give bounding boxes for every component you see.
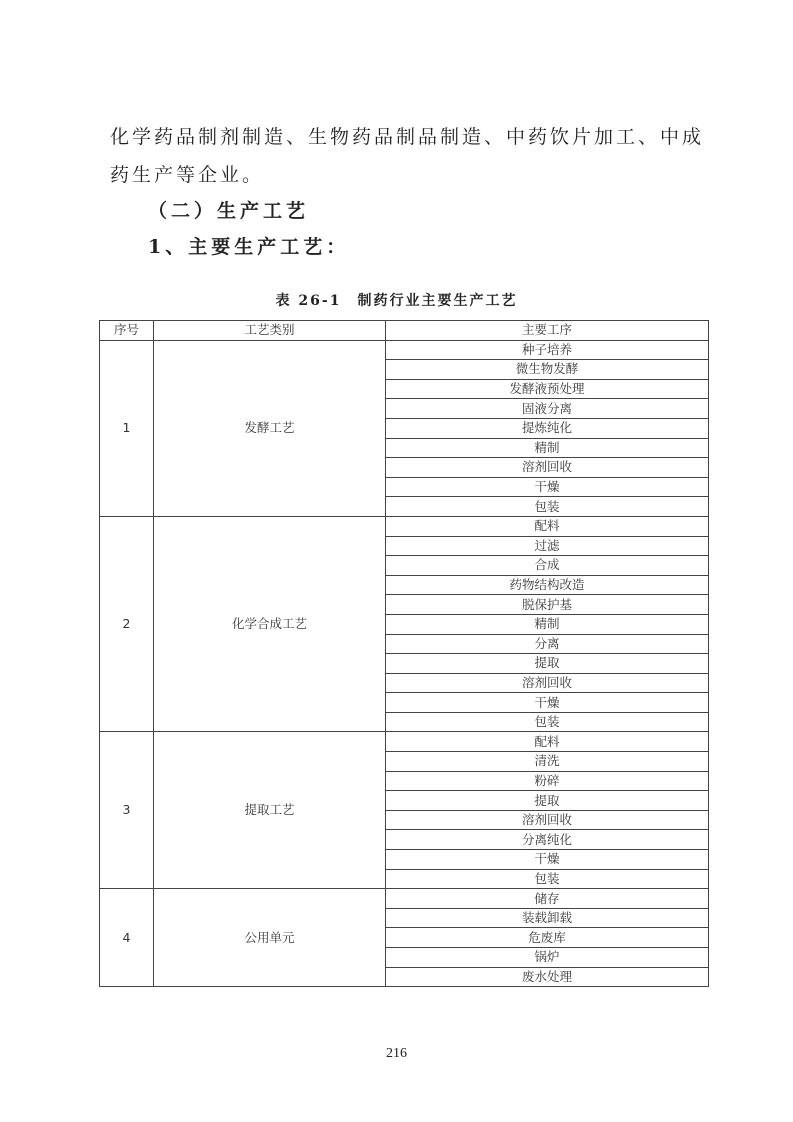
process-step: 干燥 — [386, 693, 709, 713]
page-number: 216 — [386, 1046, 407, 1061]
table-row — [100, 340, 709, 360]
process-category: 公用单元 — [154, 889, 386, 987]
header-category: 工艺类别 — [154, 321, 386, 341]
process-step: 微生物发酵 — [386, 360, 709, 380]
process-step: 药物结构改造 — [386, 575, 709, 595]
process-step: 过滤 — [386, 536, 709, 556]
table-row — [100, 516, 709, 536]
process-step: 包装 — [386, 497, 709, 517]
process-step: 包装 — [386, 869, 709, 889]
process-step: 提炼纯化 — [386, 418, 709, 438]
table-row — [100, 889, 709, 909]
process-step: 分离 — [386, 634, 709, 654]
process-step: 配料 — [386, 516, 709, 536]
process-category: 化学合成工艺 — [154, 516, 386, 732]
table-header-row — [100, 321, 709, 341]
section-heading: （二）生产工艺 — [148, 200, 310, 222]
process-step: 合成 — [386, 556, 709, 576]
header-no: 序号 — [100, 321, 154, 341]
process-table — [99, 320, 709, 987]
process-step: 锅炉 — [386, 948, 709, 968]
process-step: 分离纯化 — [386, 830, 709, 850]
process-step: 溶剂回收 — [386, 673, 709, 693]
process-step: 提取 — [386, 654, 709, 674]
process-step: 包装 — [386, 712, 709, 732]
process-step: 粉碎 — [386, 771, 709, 791]
process-step: 储存 — [386, 889, 709, 909]
process-step: 固液分离 — [386, 399, 709, 419]
subsection-heading: 1、主要生产工艺： — [148, 236, 350, 258]
process-step: 废水处理 — [386, 967, 709, 987]
intro-paragraph: 化学药品制剂制造、生物药品制品制造、中药饮片加工、中成药生产等企业。 — [110, 126, 705, 186]
process-step: 精制 — [386, 438, 709, 458]
group-number: 2 — [100, 516, 154, 732]
process-category: 发酵工艺 — [154, 340, 386, 516]
group-number: 3 — [100, 732, 154, 889]
process-step: 干燥 — [386, 477, 709, 497]
process-step: 溶剂回收 — [386, 458, 709, 478]
process-step: 装载卸载 — [386, 908, 709, 928]
process-step: 脱保护基 — [386, 595, 709, 615]
group-number: 1 — [100, 340, 154, 516]
process-step: 种子培养 — [386, 340, 709, 360]
process-step: 配料 — [386, 732, 709, 752]
group-number: 4 — [100, 889, 154, 987]
process-step: 危废库 — [386, 928, 709, 948]
process-step: 发酵液预处理 — [386, 379, 709, 399]
table-row — [100, 732, 709, 752]
process-step: 清洗 — [386, 752, 709, 772]
process-step: 溶剂回收 — [386, 810, 709, 830]
process-step: 干燥 — [386, 850, 709, 870]
header-steps: 主要工序 — [386, 321, 709, 341]
process-step: 提取 — [386, 791, 709, 811]
process-category: 提取工艺 — [154, 732, 386, 889]
process-step: 精制 — [386, 614, 709, 634]
table-caption: 表 26-1 制药行业主要生产工艺 — [275, 293, 518, 309]
